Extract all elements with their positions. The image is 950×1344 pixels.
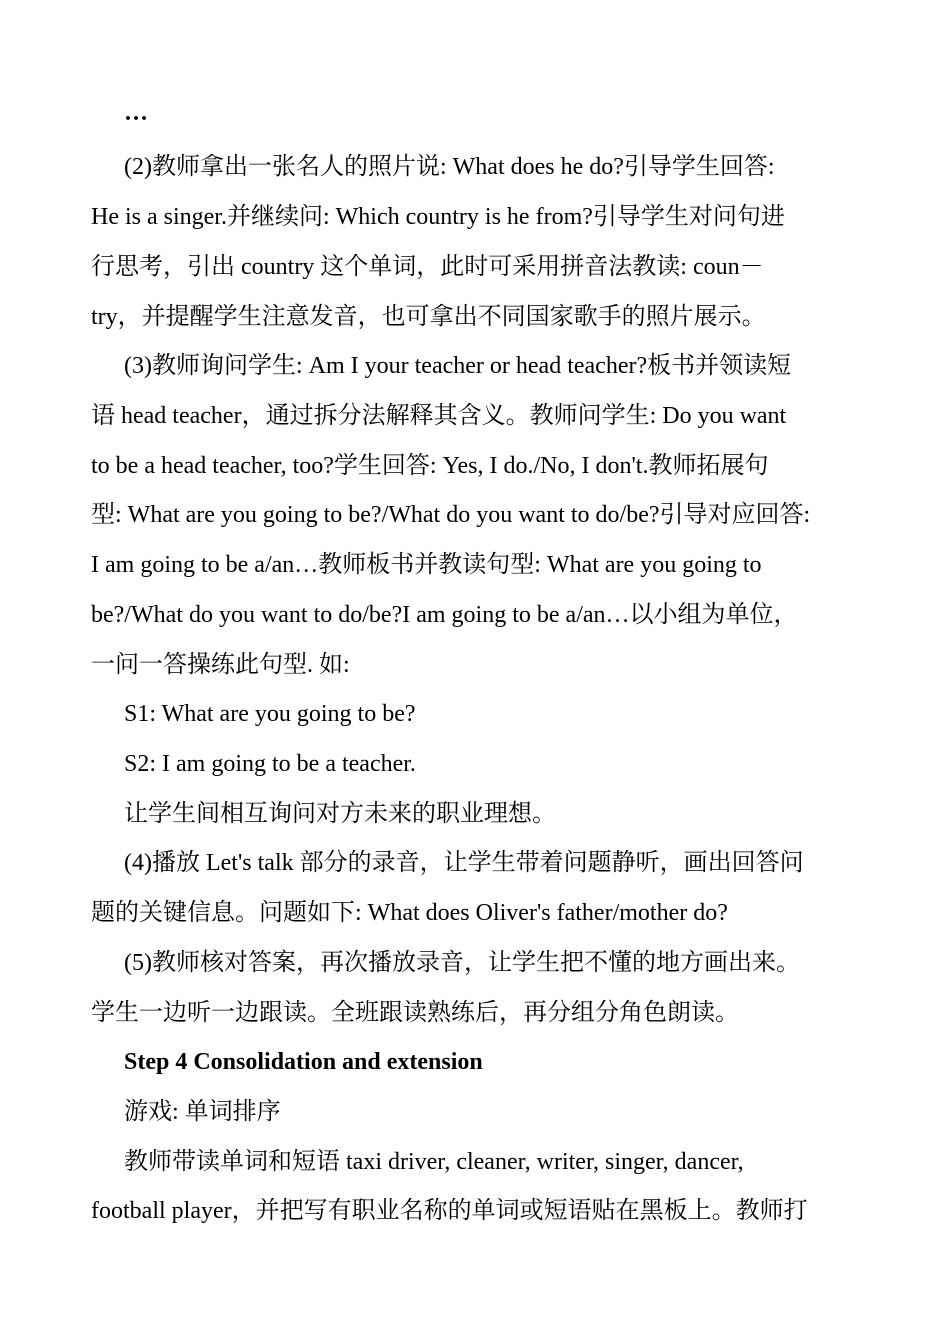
paragraph-line: 教师带读单词和短语 taxi driver, cleaner, writer, singer, dancer,	[124, 1149, 744, 1175]
paragraph-line: (2)教师拿出一张名人的照片说: What does he do?引导学生回答:	[124, 154, 775, 180]
paragraph-line: 型: What are you going to be?/What do you want to do/be?引导对应回答:	[91, 502, 811, 528]
dialogue-line: S2: I am going to be a teacher.	[124, 751, 416, 777]
dialogue-line: S1: What are you going to be?	[124, 701, 416, 727]
paragraph-line: 让学生间相互询问对方未来的职业理想。	[124, 801, 556, 827]
paragraph-line: I am going to be a/an…教师板书并教读句型: What are you going to	[91, 552, 762, 578]
paragraph-line: 行思考，引出 country 这个单词，此时可采用拼音法教读: coun－	[91, 254, 764, 280]
paragraph-line: (4)播放 Let's talk 部分的录音，让学生带着问题静听，画出回答问	[124, 850, 804, 876]
paragraph-line: try，并提醒学生注意发音，也可拿出不同国家歌手的照片展示。	[91, 304, 766, 330]
paragraph-line: be?/What do you want to do/be?I am going to be a/an…以小组为单位，	[91, 602, 798, 628]
paragraph-line: to be a head teacher, too?学生回答: Yes, I do./No, I don't.教师拓展句	[91, 453, 769, 479]
paragraph-line: (5)教师核对答案，再次播放录音，让学生把不懂的地方画出来。	[124, 950, 800, 976]
paragraph-line: football player，并把写有职业名称的单词或短语贴在黑板上。教师打	[91, 1198, 808, 1224]
paragraph-line: 题的关键信息。问题如下: What does Oliver's father/mother do?	[91, 900, 728, 926]
ellipsis-line: …	[124, 100, 148, 126]
paragraph-line: 语 head teacher，通过拆分法解释其含义。教师问学生: Do you want	[91, 403, 787, 429]
paragraph-line: 一问一答操练此句型. 如:	[91, 652, 350, 678]
paragraph-line: He is a singer.并继续问: Which country is he from?引导学生对问句进	[91, 204, 785, 230]
section-heading: Step 4 Consolidation and extension	[124, 1049, 483, 1075]
paragraph-line: (3)教师询问学生: Am I your teacher or head teacher?板书并领读短	[124, 353, 792, 379]
paragraph-line: 游戏: 单词排序	[124, 1099, 281, 1125]
paragraph-line: 学生一边听一边跟读。全班跟读熟练后，再分组分角色朗读。	[91, 1000, 739, 1026]
